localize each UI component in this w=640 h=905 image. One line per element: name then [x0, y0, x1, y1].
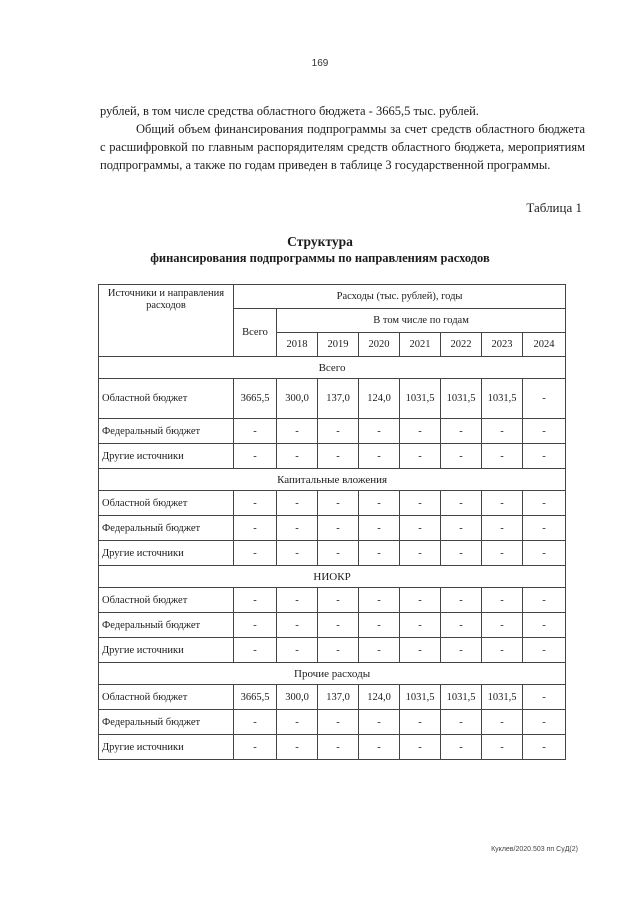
table-body	[99, 357, 566, 760]
value-cell: -	[400, 588, 441, 613]
value-cell: -	[318, 516, 359, 541]
value-cell: 3665,5	[234, 685, 277, 710]
value-cell: -	[400, 541, 441, 566]
value-cell: -	[277, 419, 318, 444]
value-cell: 137,0	[318, 379, 359, 419]
footer-code: Куклев/2020.503 пп СуД(2)	[491, 846, 578, 853]
value-cell: -	[482, 491, 523, 516]
value-cell: -	[234, 419, 277, 444]
value-cell: -	[359, 541, 400, 566]
value-cell: 124,0	[359, 379, 400, 419]
value-cell: -	[400, 444, 441, 469]
value-cell: -	[482, 444, 523, 469]
value-cell: -	[234, 710, 277, 735]
value-cell: -	[441, 541, 482, 566]
value-cell: -	[318, 613, 359, 638]
table-row	[99, 419, 566, 444]
value-cell: -	[523, 638, 566, 663]
value-cell: 1031,5	[441, 379, 482, 419]
row-label: Федеральный бюджет	[99, 613, 234, 638]
value-cell: 300,0	[277, 685, 318, 710]
header-by-year: В том числе по годам	[277, 309, 566, 333]
value-cell: -	[234, 735, 277, 760]
value-cell: -	[441, 444, 482, 469]
page-number: 169	[311, 58, 329, 69]
value-cell: -	[441, 419, 482, 444]
value-cell: -	[318, 541, 359, 566]
value-cell: -	[523, 491, 566, 516]
value-cell: 300,0	[277, 379, 318, 419]
year-header: 2023	[482, 333, 523, 357]
row-label: Федеральный бюджет	[99, 516, 234, 541]
table-row	[99, 491, 566, 516]
value-cell: -	[234, 516, 277, 541]
year-header: 2021	[400, 333, 441, 357]
value-cell: -	[523, 419, 566, 444]
value-cell: -	[234, 541, 277, 566]
value-cell: -	[441, 491, 482, 516]
value-cell: -	[234, 491, 277, 516]
value-cell: -	[523, 444, 566, 469]
row-label: Федеральный бюджет	[99, 710, 234, 735]
value-cell: 1031,5	[482, 379, 523, 419]
section-row	[99, 357, 566, 379]
value-cell: -	[234, 613, 277, 638]
value-cell: -	[277, 613, 318, 638]
table-row	[99, 638, 566, 663]
section-title: Всего	[99, 357, 566, 379]
value-cell: -	[277, 735, 318, 760]
value-cell: -	[523, 735, 566, 760]
row-label: Областной бюджет	[99, 685, 234, 710]
header-total: Всего	[234, 309, 277, 357]
table-subtitle: финансирования подпрограммы по направлениям расходов	[150, 251, 490, 265]
table-row	[99, 516, 566, 541]
value-cell: -	[482, 541, 523, 566]
value-cell: -	[277, 516, 318, 541]
value-cell: -	[523, 516, 566, 541]
value-cell: -	[359, 444, 400, 469]
section-title: Капитальные вложения	[99, 469, 566, 491]
value-cell: -	[441, 516, 482, 541]
value-cell: -	[482, 588, 523, 613]
section-row	[99, 469, 566, 491]
section-title: Прочие расходы	[99, 663, 566, 685]
value-cell: -	[318, 419, 359, 444]
table-title: Структура	[287, 234, 353, 249]
section-row	[99, 566, 566, 588]
value-cell: 124,0	[359, 685, 400, 710]
section-title: НИОКР	[99, 566, 566, 588]
table-row	[99, 379, 566, 419]
value-cell: -	[441, 710, 482, 735]
financing-table	[98, 284, 566, 760]
value-cell: -	[523, 613, 566, 638]
value-cell: -	[234, 588, 277, 613]
value-cell: -	[482, 516, 523, 541]
table-label: Таблица 1	[526, 200, 582, 215]
value-cell: -	[523, 710, 566, 735]
value-cell: -	[482, 638, 523, 663]
value-cell: -	[318, 638, 359, 663]
value-cell: 1031,5	[441, 685, 482, 710]
row-label: Областной бюджет	[99, 379, 234, 419]
paragraph-2: Общий объем финансирования подпрограммы за счет средств областного бюджета с расшифровкой по главным распорядителям средств областного бюджета, мероприятиям подпрограммы, а также по годам приведен в таблице 3 государственной программы.	[100, 122, 585, 172]
value-cell: -	[482, 419, 523, 444]
value-cell: 137,0	[318, 685, 359, 710]
value-cell: -	[359, 419, 400, 444]
value-cell: -	[400, 491, 441, 516]
row-label: Другие источники	[99, 541, 234, 566]
value-cell: -	[482, 613, 523, 638]
value-cell: -	[359, 516, 400, 541]
value-cell: -	[441, 588, 482, 613]
value-cell: -	[523, 541, 566, 566]
value-cell: -	[318, 735, 359, 760]
value-cell: 1031,5	[400, 379, 441, 419]
value-cell: 1031,5	[482, 685, 523, 710]
year-header: 2020	[359, 333, 400, 357]
paragraph-1: рублей, в том числе средства областного бюджета - 3665,5 тыс. рублей.	[100, 104, 479, 118]
section-row	[99, 663, 566, 685]
header-sources: Источники и направления расходов	[99, 285, 234, 357]
value-cell: -	[277, 491, 318, 516]
value-cell: -	[359, 735, 400, 760]
row-label: Областной бюджет	[99, 588, 234, 613]
value-cell: -	[482, 735, 523, 760]
value-cell: -	[400, 638, 441, 663]
value-cell: -	[318, 491, 359, 516]
table-row	[99, 685, 566, 710]
value-cell: -	[277, 541, 318, 566]
value-cell: -	[359, 588, 400, 613]
value-cell: -	[400, 710, 441, 735]
value-cell: -	[441, 613, 482, 638]
value-cell: -	[318, 588, 359, 613]
year-header: 2024	[523, 333, 566, 357]
value-cell: -	[400, 419, 441, 444]
table-row	[99, 710, 566, 735]
table-row	[99, 588, 566, 613]
year-header: 2019	[318, 333, 359, 357]
table-row	[99, 735, 566, 760]
value-cell: -	[441, 638, 482, 663]
value-cell: -	[234, 638, 277, 663]
value-cell: -	[277, 444, 318, 469]
value-cell: -	[359, 491, 400, 516]
value-cell: -	[359, 638, 400, 663]
row-label: Федеральный бюджет	[99, 419, 234, 444]
row-label: Другие источники	[99, 735, 234, 760]
header-expenses: Расходы (тыс. рублей), годы	[234, 285, 566, 309]
value-cell: 3665,5	[234, 379, 277, 419]
value-cell: -	[277, 588, 318, 613]
value-cell: -	[277, 710, 318, 735]
row-label: Областной бюджет	[99, 491, 234, 516]
value-cell: -	[523, 379, 566, 419]
table-row	[99, 444, 566, 469]
value-cell: -	[400, 613, 441, 638]
row-label: Другие источники	[99, 638, 234, 663]
year-header: 2018	[277, 333, 318, 357]
table-row	[99, 541, 566, 566]
value-cell: -	[234, 444, 277, 469]
value-cell: -	[523, 588, 566, 613]
value-cell: -	[359, 710, 400, 735]
value-cell: -	[523, 685, 566, 710]
value-cell: -	[482, 710, 523, 735]
table-row	[99, 613, 566, 638]
year-header: 2022	[441, 333, 482, 357]
value-cell: -	[441, 735, 482, 760]
value-cell: -	[318, 710, 359, 735]
value-cell: 1031,5	[400, 685, 441, 710]
row-label: Другие источники	[99, 444, 234, 469]
value-cell: -	[277, 638, 318, 663]
value-cell: -	[400, 735, 441, 760]
value-cell: -	[318, 444, 359, 469]
value-cell: -	[400, 516, 441, 541]
value-cell: -	[359, 613, 400, 638]
